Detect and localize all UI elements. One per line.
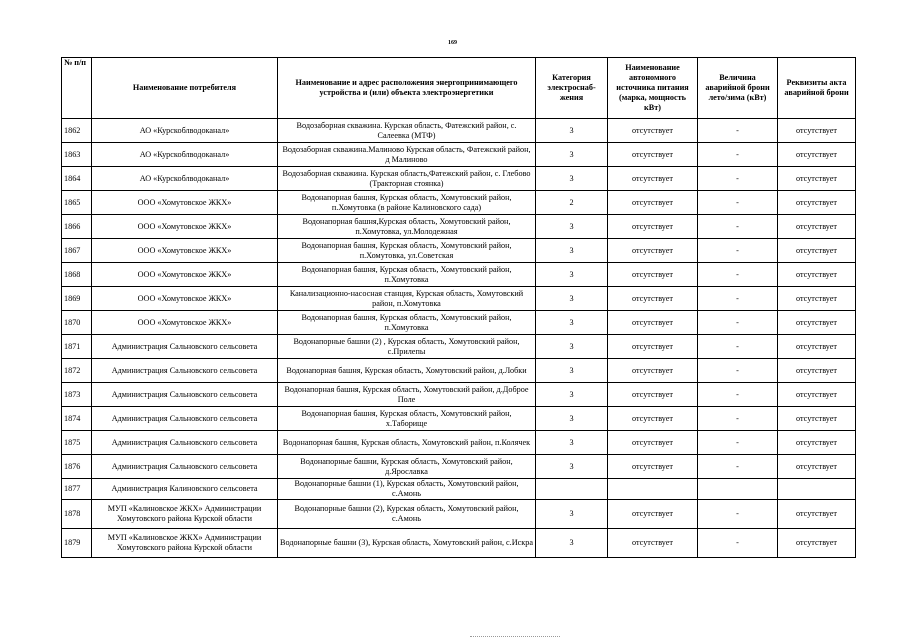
supply-category: 3 xyxy=(536,383,608,407)
act-details: отсутствует xyxy=(778,263,856,287)
autonomous-source: отсутствует xyxy=(608,335,698,359)
supply-category: 3 xyxy=(536,239,608,263)
emergency-power: - xyxy=(698,407,778,431)
consumer-name: ООО «Хомутовское ЖКХ» xyxy=(92,215,278,239)
autonomous-source: отсутствует xyxy=(608,455,698,479)
table-row xyxy=(62,311,856,335)
object-address: Водонапорная башня, Курская область, Хомутовский район, п.Хомутовка xyxy=(278,263,536,287)
row-number: 1869 xyxy=(62,287,92,311)
emergency-power: - xyxy=(698,359,778,383)
supply-category: 3 xyxy=(536,311,608,335)
page-number: 169 xyxy=(448,40,457,46)
table-row xyxy=(62,287,856,311)
table-header-row xyxy=(62,58,856,119)
row-number: 1878 xyxy=(62,500,92,529)
act-details: отсутствует xyxy=(778,167,856,191)
consumer-name: Администрация Сальновского сельсовета xyxy=(92,407,278,431)
object-address: Водонапорные башни, Курская область, Хомутовский район, д.Ярославка xyxy=(278,455,536,479)
act-details: отсутствует xyxy=(778,143,856,167)
object-address: Водозаборная скважина. Курская область, Фатежский район, с. Салеевка (МТФ) xyxy=(278,119,536,143)
object-address: Водонапорная башня, Курская область, Хомутовский район, п.Колячек xyxy=(278,431,536,455)
autonomous-source: отсутствует xyxy=(608,311,698,335)
act-details: отсутствует xyxy=(778,287,856,311)
emergency-power: - xyxy=(698,143,778,167)
table-row xyxy=(62,529,856,558)
consumer-name: АО «Курскоблводоканал» xyxy=(92,167,278,191)
header-category: Категория электроснаб-жения xyxy=(536,58,608,119)
consumer-name: АО «Курскоблводоканал» xyxy=(92,119,278,143)
supply-category: 3 xyxy=(536,167,608,191)
table-body xyxy=(62,119,856,558)
act-details: отсутствует xyxy=(778,239,856,263)
row-number: 1863 xyxy=(62,143,92,167)
consumer-name: АО «Курскоблводоканал» xyxy=(92,143,278,167)
object-address: Водонапорная башня, Курская область, Хомутовский район, д.Доброе Поле xyxy=(278,383,536,407)
header-act: Реквизиты акта аварийной брони xyxy=(778,58,856,119)
supply-category: 2 xyxy=(536,191,608,215)
consumer-name: Администрация Сальновского сельсовета xyxy=(92,383,278,407)
consumer-name: ООО «Хомутовское ЖКХ» xyxy=(92,287,278,311)
object-address: Водонапорные башни (2) , Курская область, Хомутовский район, с.Прилепы xyxy=(278,335,536,359)
object-address: Водозаборная скважина. Курская область,Фатежский район, с. Глебово (Тракторная стоянка) xyxy=(278,167,536,191)
table-row xyxy=(62,191,856,215)
act-details: отсутствует xyxy=(778,335,856,359)
autonomous-source: отсутствует xyxy=(608,119,698,143)
header-num: № п/п xyxy=(62,58,92,119)
emergency-power: - xyxy=(698,500,778,529)
act-details: отсутствует xyxy=(778,359,856,383)
row-number: 1872 xyxy=(62,359,92,383)
autonomous-source: отсутствует xyxy=(608,529,698,558)
table-row xyxy=(62,407,856,431)
table-row xyxy=(62,119,856,143)
row-number: 1866 xyxy=(62,215,92,239)
object-address: Водонапорная башня, Курская область, Хомутовский район, х.Таборище xyxy=(278,407,536,431)
supply-category: 3 xyxy=(536,500,608,529)
object-address: Водонапорные башни (3), Курская область, Хомутовский район, с.Искра xyxy=(278,529,536,558)
table-row xyxy=(62,479,856,500)
autonomous-source: отсутствует xyxy=(608,167,698,191)
emergency-power: - xyxy=(698,287,778,311)
autonomous-source: отсутствует xyxy=(608,359,698,383)
supply-category: 3 xyxy=(536,215,608,239)
act-details: отсутствует xyxy=(778,119,856,143)
row-number: 1871 xyxy=(62,335,92,359)
emergency-power xyxy=(698,479,778,500)
consumer-name: Администрация Сальновского сельсовета xyxy=(92,431,278,455)
row-number: 1875 xyxy=(62,431,92,455)
consumer-name: МУП «Калиновское ЖКХ» Администрации Хомутовского района Курской области xyxy=(92,500,278,529)
table-row xyxy=(62,335,856,359)
table-row xyxy=(62,359,856,383)
emergency-power: - xyxy=(698,119,778,143)
header-source: Наименование автономного источника питания (марка, мощность кВт) xyxy=(608,58,698,119)
act-details: отсутствует xyxy=(778,215,856,239)
consumer-name: Администрация Сальновского сельсовета xyxy=(92,335,278,359)
supply-category: 3 xyxy=(536,407,608,431)
header-power: Величина аварийной брони лето/зима (кВт) xyxy=(698,58,778,119)
table-row xyxy=(62,215,856,239)
row-number: 1868 xyxy=(62,263,92,287)
row-number: 1874 xyxy=(62,407,92,431)
row-number: 1864 xyxy=(62,167,92,191)
row-number: 1865 xyxy=(62,191,92,215)
autonomous-source xyxy=(608,479,698,500)
supply-category: 3 xyxy=(536,287,608,311)
emergency-power: - xyxy=(698,529,778,558)
emergency-power: - xyxy=(698,215,778,239)
object-address: Водонапорные башни (1), Курская область, Хомутовский район, с.Амонь xyxy=(278,479,536,500)
autonomous-source: отсутствует xyxy=(608,407,698,431)
header-address: Наименование и адрес расположения энергопринимающего устройства и (или) объекта электроэнергетики xyxy=(278,58,536,119)
emergency-power: - xyxy=(698,383,778,407)
object-address: Водонапорная башня, Курская область, Хомутовский район, п.Хомутовка, ул.Советская xyxy=(278,239,536,263)
emergency-power: - xyxy=(698,335,778,359)
supply-category: 3 xyxy=(536,529,608,558)
table-row xyxy=(62,143,856,167)
act-details: отсутствует xyxy=(778,529,856,558)
scan-artifact xyxy=(470,636,560,638)
consumer-name: Администрация Сальновского сельсовета xyxy=(92,455,278,479)
object-address: Канализационно-насосная станция, Курская область, Хомутовский район, п.Хомутовка xyxy=(278,287,536,311)
row-number: 1862 xyxy=(62,119,92,143)
emergency-power: - xyxy=(698,311,778,335)
emergency-power: - xyxy=(698,263,778,287)
autonomous-source: отсутствует xyxy=(608,143,698,167)
supply-category xyxy=(536,479,608,500)
act-details: отсутствует xyxy=(778,407,856,431)
table-row xyxy=(62,383,856,407)
autonomous-source: отсутствует xyxy=(608,263,698,287)
object-address: Водонапорная башня, Курская область, Хомутовский район, п.Хомутовка xyxy=(278,311,536,335)
emergency-power: - xyxy=(698,455,778,479)
consumer-name: ООО «Хомутовское ЖКХ» xyxy=(92,239,278,263)
object-address: Водозаборная скважина.Малиново Курская область, Фатежский район, д Малиново xyxy=(278,143,536,167)
autonomous-source: отсутствует xyxy=(608,431,698,455)
supply-category: 3 xyxy=(536,263,608,287)
emergency-power: - xyxy=(698,167,778,191)
supply-category: 3 xyxy=(536,359,608,383)
row-number: 1876 xyxy=(62,455,92,479)
autonomous-source: отсутствует xyxy=(608,191,698,215)
object-address: Водонапорные башни (2), Курская область, Хомутовский район, с.Амонь xyxy=(278,500,536,529)
act-details: отсутствует xyxy=(778,500,856,529)
row-number: 1873 xyxy=(62,383,92,407)
autonomous-source: отсутствует xyxy=(608,287,698,311)
supply-category: 3 xyxy=(536,119,608,143)
object-address: Водонапорная башня, Курская область, Хомутовский район, п.Хомутовка (в районе Калиновского сада) xyxy=(278,191,536,215)
header-consumer: Наименование потребителя xyxy=(92,58,278,119)
consumer-name: Администрация Сальновского сельсовета xyxy=(92,359,278,383)
emergency-power: - xyxy=(698,191,778,215)
autonomous-source: отсутствует xyxy=(608,383,698,407)
row-number: 1879 xyxy=(62,529,92,558)
act-details: отсутствует xyxy=(778,311,856,335)
object-address: Водонапорная башня, Курская область, Хомутовский район, д.Лобки xyxy=(278,359,536,383)
emergency-power: - xyxy=(698,431,778,455)
table-row xyxy=(62,431,856,455)
row-number: 1867 xyxy=(62,239,92,263)
table-row xyxy=(62,263,856,287)
autonomous-source: отсутствует xyxy=(608,239,698,263)
object-address: Водонапорная башня,Курская область, Хомутовский район, п.Хомутовка, ул.Молодежная xyxy=(278,215,536,239)
supply-category: 3 xyxy=(536,455,608,479)
table-row xyxy=(62,167,856,191)
row-number: 1877 xyxy=(62,479,92,500)
act-details: отсутствует xyxy=(778,191,856,215)
consumer-name: ООО «Хомутовское ЖКХ» xyxy=(92,191,278,215)
row-number: 1870 xyxy=(62,311,92,335)
table-row xyxy=(62,239,856,263)
supply-category: 3 xyxy=(536,335,608,359)
consumer-name: ООО «Хомутовское ЖКХ» xyxy=(92,311,278,335)
supply-category: 3 xyxy=(536,431,608,455)
consumer-name: МУП «Калиновское ЖКХ» Администрации Хомутовского района Курской области xyxy=(92,529,278,558)
autonomous-source: отсутствует xyxy=(608,500,698,529)
supply-category: 3 xyxy=(536,143,608,167)
act-details: отсутствует xyxy=(778,383,856,407)
consumer-name: Администрация Калиновского сельсовета xyxy=(92,479,278,500)
act-details xyxy=(778,479,856,500)
reservation-table xyxy=(61,57,856,558)
table-row xyxy=(62,500,856,529)
table-row xyxy=(62,455,856,479)
consumer-name: ООО «Хомутовское ЖКХ» xyxy=(92,263,278,287)
emergency-power: - xyxy=(698,239,778,263)
act-details: отсутствует xyxy=(778,455,856,479)
autonomous-source: отсутствует xyxy=(608,215,698,239)
act-details: отсутствует xyxy=(778,431,856,455)
